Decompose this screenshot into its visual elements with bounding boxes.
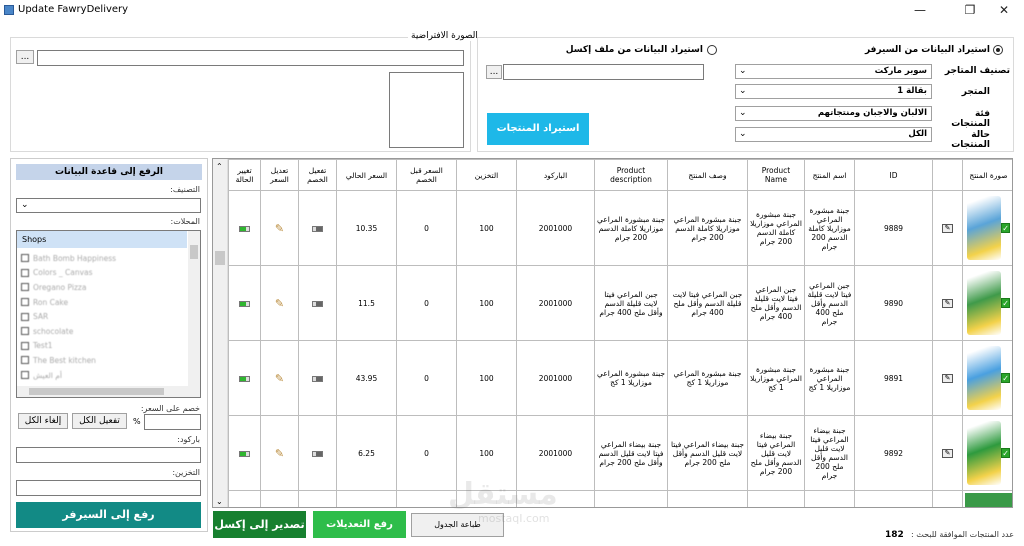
barcode-cell[interactable]: 2001000 bbox=[538, 448, 573, 458]
product-name-cell[interactable]: جبنة مبشورة المراعي موزاريلا 1 كج bbox=[750, 364, 802, 392]
id-cell: 9889 bbox=[883, 223, 904, 233]
edit-price-icon[interactable]: ✎ bbox=[274, 221, 285, 235]
status-toggle-icon[interactable] bbox=[239, 226, 250, 232]
product-image bbox=[967, 346, 1001, 410]
shop-checkbox[interactable] bbox=[21, 254, 29, 262]
result-count-label: عدد المنتجات الموافقة للبحث : bbox=[911, 530, 1014, 539]
name-cell[interactable]: جبنة مبشورة المراعي موزاريلا 1 كج bbox=[808, 364, 851, 392]
column-header[interactable]: ID bbox=[855, 160, 933, 191]
result-count: 182 bbox=[885, 530, 904, 540]
current-price[interactable]: 43.95 bbox=[355, 373, 378, 383]
product-image-cell bbox=[965, 421, 1012, 485]
stock-cell[interactable]: 100 bbox=[479, 223, 494, 233]
shop-name: أم العيش bbox=[33, 370, 62, 380]
export-excel-button[interactable]: تصدير إلى إكسل bbox=[213, 511, 306, 538]
product-category-label: فئة المنتجات bbox=[951, 109, 990, 129]
status-toggle-icon[interactable] bbox=[239, 376, 250, 382]
shop-name: The Best kitchen bbox=[33, 355, 96, 365]
discount-input[interactable] bbox=[144, 414, 201, 430]
barcode-cell[interactable]: 2001000 bbox=[538, 298, 573, 308]
shop-checkbox[interactable] bbox=[21, 327, 29, 335]
import-products-button[interactable]: استيراد المنتجات bbox=[487, 113, 589, 145]
discount-toggle-icon[interactable] bbox=[312, 451, 323, 457]
product-name-cell[interactable]: جبنة بيضاء المراعي فيتا لايت قليل الدسم وأقل ملح 200 جرام bbox=[750, 430, 802, 476]
table-row[interactable] bbox=[229, 266, 1014, 341]
column-header[interactable]: تفعيل الخصم bbox=[299, 160, 337, 191]
shop-item[interactable] bbox=[21, 266, 186, 281]
import-excel-radio[interactable] bbox=[707, 45, 717, 55]
shop-item[interactable] bbox=[21, 280, 186, 295]
default-image-preview bbox=[389, 72, 464, 148]
close-button[interactable]: ✕ bbox=[998, 3, 1010, 17]
shops-label: المحلات: bbox=[170, 217, 200, 226]
column-header[interactable]: تغيير الحالة bbox=[229, 160, 261, 191]
category-select[interactable]: ⌄ bbox=[16, 198, 201, 213]
column-header[interactable]: السعر قبل الخصم bbox=[397, 160, 457, 191]
print-table-button[interactable]: طباعة الجدول bbox=[411, 513, 504, 537]
product-description-cell[interactable]: جبنة مبشورة المراعي موزاريلا كاملة الدسم 200 جرام bbox=[596, 214, 665, 242]
column-header[interactable]: Product Name bbox=[748, 160, 805, 191]
product-image-cell bbox=[965, 271, 1012, 335]
column-header[interactable]: الباركود bbox=[517, 160, 595, 191]
row-select-checkbox[interactable]: ✓ bbox=[1002, 374, 1009, 383]
stock-label: التخزين: bbox=[172, 468, 200, 477]
edit-row-icon[interactable]: ✎ bbox=[942, 449, 953, 458]
discount-toggle-icon[interactable] bbox=[312, 301, 323, 307]
column-header[interactable]: التخزين bbox=[457, 160, 517, 191]
stock-input[interactable] bbox=[16, 480, 201, 496]
shop-checkbox[interactable] bbox=[21, 313, 29, 321]
table-row[interactable] bbox=[229, 491, 1014, 509]
shop-item[interactable] bbox=[21, 339, 186, 354]
status-toggle-icon[interactable] bbox=[239, 301, 250, 307]
shops-list[interactable] bbox=[16, 230, 201, 398]
product-image bbox=[965, 493, 1013, 507]
shop-name: Ron Cake bbox=[33, 297, 69, 307]
enable-all-button[interactable]: تفعيل الكل bbox=[72, 413, 127, 429]
import-server-label: استيراد البيانات من السيرفر bbox=[864, 45, 990, 55]
shop-name: SAR bbox=[33, 312, 49, 322]
shops-hscroll[interactable] bbox=[17, 386, 189, 397]
product-category-combo[interactable]: ⌄ الالبان والاجبان ومنتجاتهم bbox=[735, 106, 932, 121]
default-image-path-input[interactable] bbox=[37, 50, 464, 66]
table-row[interactable] bbox=[229, 416, 1014, 491]
price-before-discount[interactable]: 0 bbox=[424, 223, 429, 233]
discount-label: خصم على السعر: bbox=[140, 404, 200, 413]
grid-vscroll[interactable]: ⌃ ⌄ bbox=[213, 159, 228, 508]
product-image-cell bbox=[965, 346, 1012, 410]
id-cell: 9890 bbox=[883, 298, 904, 308]
column-header[interactable]: وصف المنتج bbox=[668, 160, 748, 191]
description-cell[interactable]: جبنة بيضاء المراعي فيتا لايت قليل الدسم وأقل ملح 200 جرام bbox=[670, 439, 745, 467]
excel-browse-button[interactable]: ... bbox=[486, 65, 502, 79]
shop-name: Test1 bbox=[33, 341, 53, 351]
shop-name: Oregano Pizza bbox=[33, 282, 87, 292]
shop-checkbox[interactable] bbox=[21, 356, 29, 364]
column-header[interactable]: تعديل السعر bbox=[261, 160, 299, 191]
barcode-cell[interactable]: 2001000 bbox=[538, 373, 573, 383]
import-excel-label: استيراد البيانات من ملف إكسل bbox=[565, 45, 703, 55]
shop-checkbox[interactable] bbox=[21, 298, 29, 306]
name-cell[interactable]: جبن المراعي فيتا لايت قليلة الدسم وأقل ملح 400 جرام bbox=[807, 280, 852, 326]
column-header[interactable] bbox=[933, 160, 963, 191]
save-edits-button[interactable]: رفع التعديلات bbox=[313, 511, 406, 538]
upload-panel-title: الرفع إلى قاعدة البيانات bbox=[16, 164, 202, 180]
current-price[interactable]: 6.25 bbox=[358, 448, 375, 458]
id-cell: 9891 bbox=[883, 373, 904, 383]
product-image bbox=[967, 196, 1001, 260]
products-table bbox=[228, 159, 1013, 508]
shop-checkbox[interactable] bbox=[21, 371, 29, 379]
price-before-discount[interactable]: 0 bbox=[424, 373, 429, 383]
product-description-cell[interactable]: جبن المراعي فيتا لايت قليلة الدسم وأقل ملح 400 جرام bbox=[599, 289, 663, 317]
excel-path-input[interactable] bbox=[503, 64, 704, 80]
shop-name: schocolate bbox=[33, 326, 74, 336]
shop-checkbox[interactable] bbox=[21, 283, 29, 291]
id-cell: 9892 bbox=[883, 448, 904, 458]
current-price[interactable]: 10.35 bbox=[355, 223, 378, 233]
shop-name: Colors _ Canvas bbox=[33, 268, 93, 278]
barcode-input[interactable] bbox=[16, 447, 201, 463]
table-row[interactable] bbox=[229, 341, 1014, 416]
shop-checkbox[interactable] bbox=[21, 342, 29, 350]
upload-to-server-button[interactable]: رفع إلى السيرفر bbox=[16, 502, 201, 528]
products-grid[interactable] bbox=[212, 158, 1013, 508]
stock-cell[interactable]: 100 bbox=[479, 448, 494, 458]
percent-sign: % bbox=[133, 417, 141, 426]
row-select-checkbox[interactable]: ✓ bbox=[1002, 299, 1009, 308]
shop-item[interactable] bbox=[21, 353, 186, 368]
store-category-combo[interactable]: ⌄ سوبر ماركت bbox=[735, 64, 932, 79]
row-select-checkbox[interactable]: ✓ bbox=[1002, 449, 1009, 458]
row-select-checkbox[interactable]: ✓ bbox=[1002, 224, 1009, 233]
shop-checkbox[interactable] bbox=[21, 269, 29, 277]
table-row[interactable] bbox=[229, 191, 1014, 266]
column-header[interactable]: السعر الحالي bbox=[337, 160, 397, 191]
shop-item[interactable] bbox=[21, 324, 186, 339]
barcode-cell[interactable]: 2001000 bbox=[538, 223, 573, 233]
edit-price-icon[interactable]: ✎ bbox=[274, 371, 285, 385]
description-cell[interactable]: جبنة مبشورة المراعي موزاريلا كاملة الدسم 200 جرام bbox=[673, 214, 742, 242]
product-name-cell[interactable]: جبنة مبشورة المراعي موزاريلا كاملة الدسم 200 جرام bbox=[750, 210, 802, 246]
watermark-url: mostaqI.com bbox=[478, 512, 550, 525]
default-image-title: الصورة الافتراضية bbox=[408, 31, 481, 41]
category-label: التصنيف: bbox=[170, 185, 200, 194]
product-description-cell[interactable]: جبنة بيضاء المراعي فيتا لايت قليل الدسم وأقل ملح 200 جرام bbox=[598, 439, 664, 467]
store-combo[interactable]: ⌄ بقالة 1 bbox=[735, 84, 932, 99]
store-label: المتجر bbox=[961, 87, 990, 97]
app-icon bbox=[4, 5, 14, 15]
shop-name: Bath Bomb Happiness bbox=[33, 253, 117, 263]
barcode-label: باركود: bbox=[177, 435, 200, 444]
status-toggle-icon[interactable] bbox=[239, 451, 250, 457]
maximize-button[interactable]: ❐ bbox=[964, 3, 976, 17]
name-cell[interactable]: جبنة مبشورة المراعي موزاريلا كاملة الدسم 200 جرام bbox=[808, 205, 851, 251]
shop-item[interactable] bbox=[21, 368, 186, 383]
edit-row-icon[interactable]: ✎ bbox=[942, 299, 953, 308]
shop-item[interactable] bbox=[21, 309, 186, 324]
shops-header: Shops bbox=[17, 231, 187, 248]
product-state-combo[interactable]: ⌄ الكل bbox=[735, 127, 932, 142]
stock-cell[interactable]: 100 bbox=[479, 298, 494, 308]
import-server-radio[interactable] bbox=[993, 45, 1003, 55]
edit-price-icon[interactable]: ✎ bbox=[274, 296, 285, 310]
edit-row-icon[interactable]: ✎ bbox=[942, 374, 953, 383]
current-price[interactable]: 11.5 bbox=[358, 298, 375, 308]
stock-cell[interactable]: 100 bbox=[479, 373, 494, 383]
discount-toggle-icon[interactable] bbox=[312, 376, 323, 382]
shops-vscroll[interactable] bbox=[188, 231, 200, 397]
watermark-logo: مستقل bbox=[448, 477, 558, 512]
minimize-button[interactable]: — bbox=[914, 3, 926, 17]
edit-row-icon[interactable]: ✎ bbox=[942, 224, 953, 233]
product-image bbox=[967, 421, 1001, 485]
price-before-discount[interactable]: 0 bbox=[424, 298, 429, 308]
title-bar bbox=[0, 0, 1024, 22]
column-header[interactable]: صورة المنتج bbox=[963, 160, 1014, 191]
discount-toggle-icon[interactable] bbox=[312, 226, 323, 232]
shop-item[interactable] bbox=[21, 251, 186, 266]
description-cell[interactable]: جبنة مبشورة المراعي موزاريلا 1 كج bbox=[673, 369, 742, 387]
window-title: Update FawryDelivery bbox=[18, 4, 129, 15]
default-image-browse-button[interactable]: ... bbox=[16, 50, 34, 64]
product-state-label: حالة المنتجات bbox=[951, 130, 990, 150]
product-image bbox=[967, 271, 1001, 335]
store-category-label: تصنيف المتاجر bbox=[944, 66, 1010, 76]
product-description-cell[interactable]: جبنة مبشورة المراعي موزاريلا 1 كج bbox=[596, 369, 665, 387]
column-header[interactable]: Product description bbox=[595, 160, 668, 191]
product-name-cell[interactable]: جبن المراعي فيتا لايت قليلة الدسم وأقل ملح 400 جرام bbox=[750, 285, 802, 321]
product-image-cell bbox=[965, 196, 1012, 260]
cancel-all-button[interactable]: إلغاء الكل bbox=[18, 413, 68, 429]
column-header[interactable]: اسم المنتج bbox=[805, 160, 855, 191]
name-cell[interactable]: جبنة بيضاء المراعي فيتا لايت قليل الدسم وأقل ملح 200 جرام bbox=[810, 426, 849, 480]
price-before-discount[interactable]: 0 bbox=[424, 448, 429, 458]
edit-price-icon[interactable]: ✎ bbox=[274, 446, 285, 460]
shop-item[interactable] bbox=[21, 295, 186, 310]
description-cell[interactable]: جبن المراعي فيتا لايت قليلة الدسم وأقل ملح 400 جرام bbox=[672, 289, 743, 317]
